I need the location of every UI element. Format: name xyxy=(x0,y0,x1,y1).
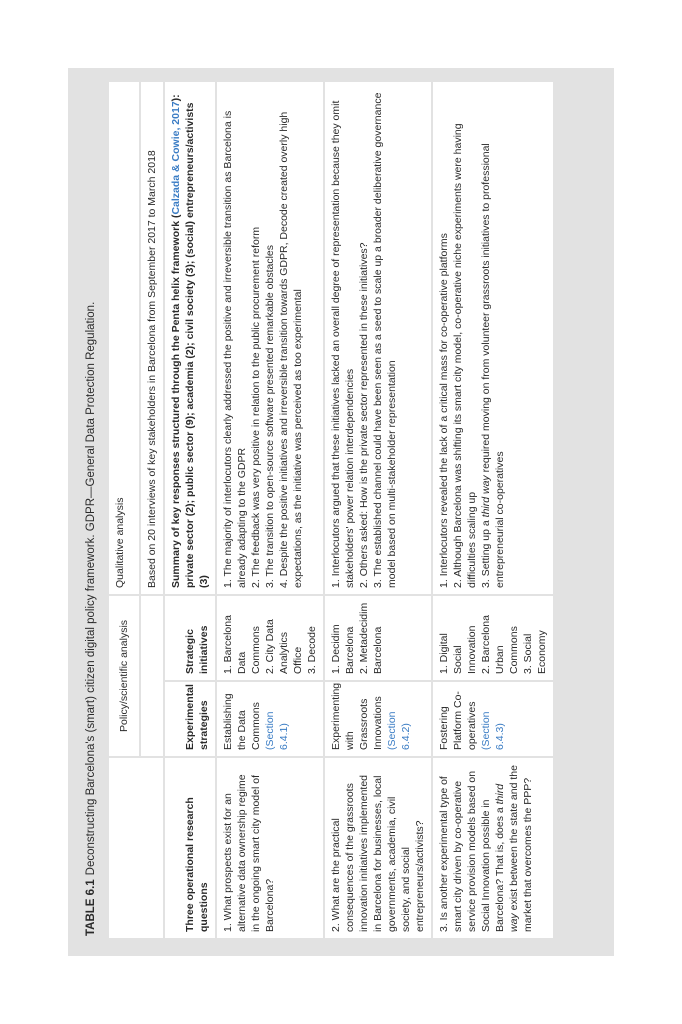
policy-group-header: Policy/scientific analysis xyxy=(109,596,139,756)
table-caption xyxy=(84,84,99,936)
question-cell: 2. What are the practical consequences of the grassroots innovation initiatives implemented in Barcelona for businesses, local governments, academia, civil society, and social entrepreneurs/activists? xyxy=(325,758,431,938)
response-item: 2. Others asked: How is the private sector represented in these initiatives? xyxy=(358,242,370,588)
summary-text-post: ): private sector (2); public sector (9); academia (2); civil society (3); (social) entrepreneurs/activists (3) xyxy=(170,94,210,588)
responses-cell xyxy=(325,82,431,594)
table-row xyxy=(217,82,323,938)
response-item xyxy=(479,88,507,588)
initiatives-cell xyxy=(325,596,431,680)
initiative-item: 3. Decode xyxy=(306,626,318,674)
response-item: 4. Despite the positive initiatives and irreversible transition towards GDPR, Decode created overly high expectations, as the initiative was perceived as too experimental xyxy=(278,111,304,588)
response-item: 1. Interlocutors revealed the lack of a critical mass for co-operative platforms xyxy=(438,233,450,588)
response-text-pre: 3. Setting up a xyxy=(480,517,492,588)
initiative-item: 2. City Data Analytics Office xyxy=(264,619,304,674)
table-caption-text: Deconstructing Barcelona's (smart) citizen digital policy framework. GDPR—General Data Protection Regulation. xyxy=(85,301,97,876)
col-header-questions: Three operational research questions xyxy=(165,758,215,938)
responses-cell xyxy=(433,82,553,594)
response-item: 2. Although Barcelona was shifting its smart city model, co-operative niche experiments were having difficulties scaling up xyxy=(452,123,478,588)
response-item: 3. The established channel could have been seen as a seed to scale up a broader deliberative governance model based on multi-stakeholder representation xyxy=(372,92,398,588)
strategy-cell xyxy=(433,682,553,756)
qualitative-title: Qualitative analysis xyxy=(114,497,126,588)
response-text-em: third way xyxy=(480,475,492,518)
qualitative-header xyxy=(109,82,139,594)
question-text-em: third way xyxy=(494,783,520,932)
initiative-item: 1. Decidim Barcelona xyxy=(330,624,356,674)
strategy-label: Experimenting with Grassroots Innovations xyxy=(330,682,384,750)
strategy-label: Fostering Platform Co-operatives xyxy=(438,691,478,750)
response-text-post: required moving on from volunteer grassroots initiatives to professional entrepreneurial co-operatives xyxy=(480,143,506,588)
col-header-experimental: Experimental strategies xyxy=(165,682,215,756)
citation-link[interactable]: Calzada & Cowie, 2017 xyxy=(170,101,182,215)
response-item: 1. The majority of interlocutors clearly addressed the positive and irreversible transition as Barcelona is already adapting to the GDPR xyxy=(222,110,248,588)
initiatives-cell xyxy=(433,596,553,680)
table-row xyxy=(433,82,553,938)
column-header-row xyxy=(165,82,215,938)
policy-table xyxy=(107,80,555,940)
question-text-pre: 3. Is another experimental type of smart city driven by co-operative service provision models based on Social Innovation possible in Barcelona? That is, does a xyxy=(438,770,506,932)
rotated-table-page xyxy=(68,68,614,956)
initiative-item: 2. Metadecidim Barcelona xyxy=(358,602,384,674)
group-header-row xyxy=(109,82,139,938)
initiative-item: 2. Barcelona Urban Commons xyxy=(480,615,520,674)
summary-text-pre: Summary of key responses structured through the Penta helix framework ( xyxy=(170,214,182,588)
strategy-cell xyxy=(217,682,323,756)
blank-sub-cell xyxy=(141,596,163,756)
initiative-item: 1. Barcelona Data Commons xyxy=(222,615,262,674)
initiative-item: 3. Social Economy xyxy=(522,630,548,674)
strategy-cell xyxy=(325,682,431,756)
question-cell: 1. What prospects exist for an alternative data ownership regime in the ongoing smart city model of Barcelona? xyxy=(217,758,323,938)
initiatives-cell xyxy=(217,596,323,680)
strategy-label: Establishing the Data Commons xyxy=(222,693,262,750)
question-cell xyxy=(433,758,553,938)
section-link[interactable]: (Section 6.4.3) xyxy=(480,711,506,750)
responses-cell xyxy=(217,82,323,594)
initiative-item: 1. Digital Social Innovation xyxy=(438,625,478,674)
qualitative-sub-header: Based on 20 interviews of key stakeholders in Barcelona from September 2017 to March 2018 xyxy=(141,82,163,594)
response-item: 2. The feedback was very positive in relation to the public procurement reform xyxy=(250,226,262,588)
col-header-strategic: Strategic initiatives xyxy=(165,596,215,680)
col-header-summary xyxy=(165,82,215,594)
response-item: 3. The transition to open-source software presented remarkable obstacles xyxy=(264,244,276,588)
section-link[interactable]: (Section 6.4.2) xyxy=(386,711,412,750)
section-link[interactable]: (Section 6.4.1) xyxy=(264,711,290,750)
blank-header-cell xyxy=(109,758,163,938)
question-text-post: exist between the state and the market that overcomes the PPP? xyxy=(508,765,534,932)
table-label: TABLE 6.1 xyxy=(85,879,97,936)
table-row xyxy=(325,82,431,938)
response-item: 1. Interlocutors argued that these initiatives lacked an overall degree of representation because they omit stakeholders' power relation interdependencies xyxy=(330,100,356,588)
